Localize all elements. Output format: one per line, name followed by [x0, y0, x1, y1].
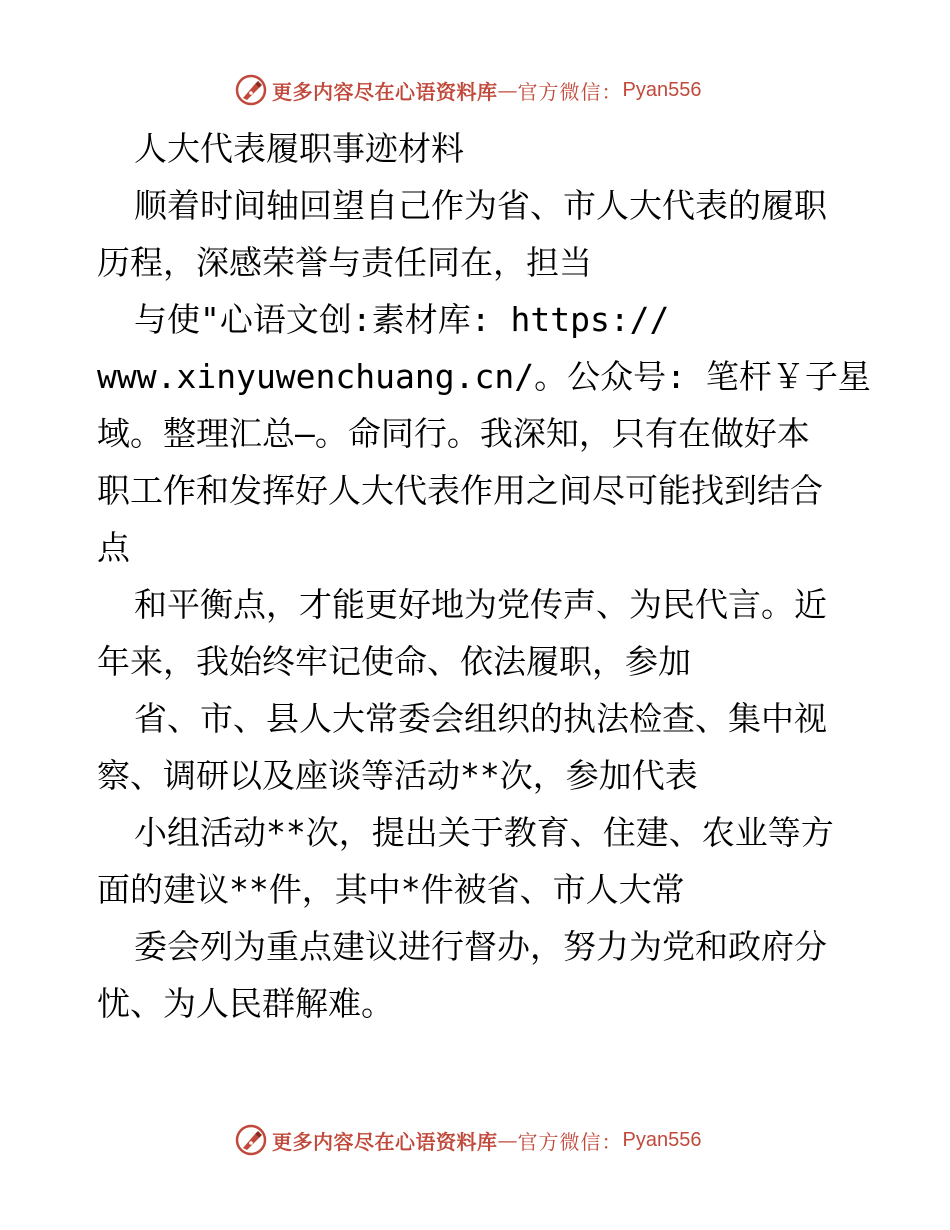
paragraph-line: 顺着时间轴回望自己作为省、市人大代表的履职 [134, 186, 827, 225]
paragraph-line: 委会列为重点建议进行督办，努力为党和政府分 [134, 927, 827, 966]
footer-watermark-banner [234, 1122, 714, 1158]
wechat-label: 官方微信： [517, 1129, 623, 1154]
header-watermark-banner [234, 72, 714, 108]
banner-separator: — [497, 1128, 518, 1152]
banner-separator: — [497, 78, 518, 102]
paragraph-line: 和平衡点，才能更好地为党传声、为民代言。近 [134, 585, 827, 624]
paragraph-line: 历程，深感荣誉与责任同在，担当 [97, 243, 592, 282]
paragraph-line: 小组活动**次，提出关于教育、住建、农业等方 [134, 813, 834, 852]
paragraph-line: 察、调研以及座谈等活动**次，参加代表 [97, 756, 698, 795]
paragraph-line: 域。整理汇总—。命同行。我深知，只有在做好本 [97, 414, 810, 453]
paragraph-line: 职工作和发挥好人大代表作用之间尽可能找到结合 [97, 471, 823, 510]
paragraph-line: www.xinyuwenchuang.cn/。公众号: 笔杆￥子星 [97, 357, 871, 396]
pen-nib-logo-icon [234, 1123, 268, 1157]
document-body [97, 120, 871, 1032]
paragraph-line: 面的建议**件，其中*件被省、市人大常 [97, 870, 685, 909]
wechat-label: 官方微信： [517, 79, 623, 104]
wechat-id: Pyan556 [622, 1128, 702, 1151]
paragraph-line: 年来，我始终牢记使命、依法履职，参加 [97, 642, 691, 681]
site-name-text: 更多内容尽在心语资料库 [272, 1129, 498, 1154]
pen-nib-logo-icon [234, 73, 268, 107]
document-title: 人大代表履职事迹材料 [134, 129, 464, 168]
paragraph-line: 与使"心语文创:素材库: https:// [134, 300, 670, 339]
wechat-id: Pyan556 [622, 78, 702, 101]
paragraph-line: 忧、为人民群解难。 [97, 984, 394, 1023]
paragraph-line: 点 [97, 528, 130, 567]
paragraph-line: 省、市、县人大常委会组织的执法检查、集中视 [134, 699, 827, 738]
site-name-text: 更多内容尽在心语资料库 [272, 79, 498, 104]
